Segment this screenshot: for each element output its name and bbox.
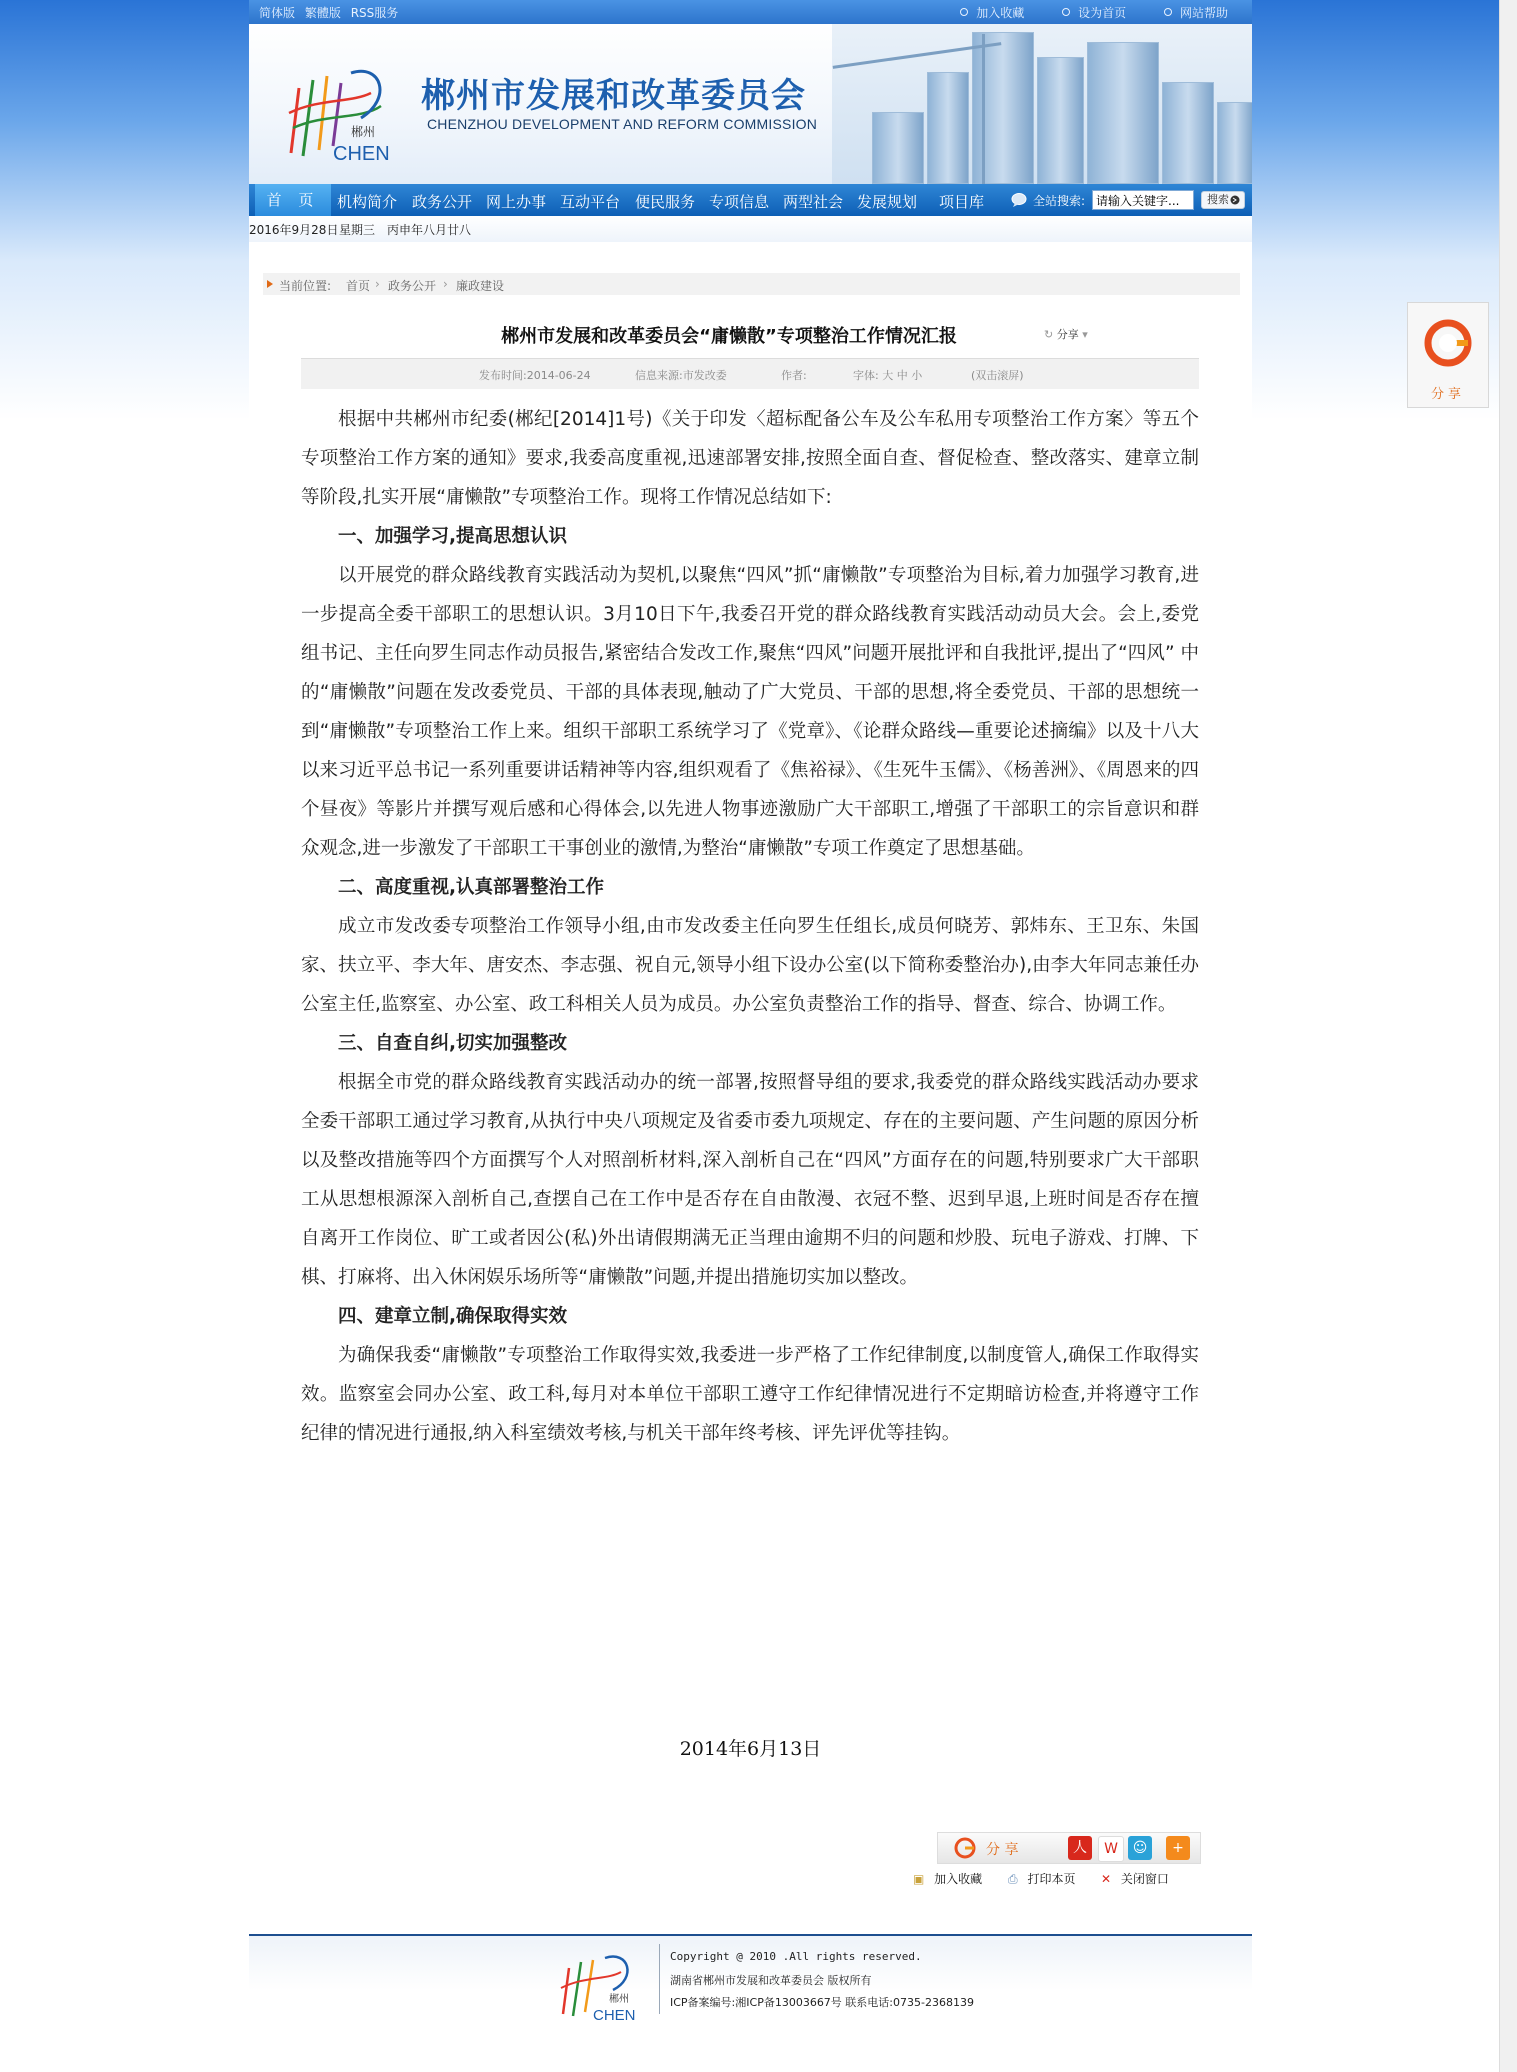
close-icon: ✕ xyxy=(1101,1872,1112,1886)
breadcrumb-gov-affairs[interactable]: 政务公开 xyxy=(388,279,437,293)
traditional-link[interactable]: 繁體版 xyxy=(304,6,341,20)
language-links xyxy=(259,4,404,21)
share-small-icon: ↻ xyxy=(1044,328,1054,341)
breadcrumb-label: 当前位置: xyxy=(279,279,332,293)
chevron-right-icon: › xyxy=(443,277,448,291)
article-title: 郴州市发展和改革委员会“庸懒散”专项整治工作情况汇报 xyxy=(501,326,957,347)
print-action[interactable] xyxy=(1008,1870,1075,1887)
add-favorite-label: 加入收藏 xyxy=(934,1872,983,1886)
current-weekday: 星期三 xyxy=(339,223,376,237)
font-size-switch[interactable]: 字体: 大 中 小 xyxy=(853,369,923,382)
paragraph: 以开展党的群众路线教育实践活动为契机,以聚焦“四风”抓“庸懒散”专项整治为目标,着力加强学习教育,进一步提高全委干部职工的思想认识。3月10日下午,我委召开党的群众路线教育实践活动动员大会。会上,委党组书记、主任向罗生同志作动员报告,紧密结合发改工作,聚焦“四风”问题开展批评和自我批评,提出了“四风” 中的“庸懒散”问题在发改委党员、干部的具体表现,触动了广大党员、干部的思想,将全委党员、干部的思想统一到“庸懒散”专项整治工作上来。组织干部职工系统学习了《党章》、《论群众路线—重要论述摘编》以及十八大以来习近平总书记一系列重要讲话精神等内容,组织观看了《焦裕禄》、《生死牛玉儒》、《杨善洲》、《周恩来的四个昼夜》等影片并撰写观后感和心得体会,以先进人物事迹激励广大干部职工,增强了干部职工的宗旨意识和群众观念,进一步激发了干部职工干事创业的激情,为整治“庸懒散”专项工作奠定了思想基础。 xyxy=(301,565,1199,859)
site-title-en: CHENZHOU DEVELOPMENT AND REFORM COMMISSION xyxy=(427,116,818,132)
nav-item-public-service[interactable]: 便民服务 xyxy=(635,193,696,211)
add-favorite-action[interactable] xyxy=(913,1870,982,1887)
simplified-link[interactable]: 简体版 xyxy=(259,6,296,20)
search-label: 全站搜索: xyxy=(1033,194,1086,208)
paragraph: 根据中共郴州市纪委(郴纪[2014]1号)《关于印发〈超标配备公车及公车私用专项整治工作方案〉等五个专项整治工作方案的通知》要求,我委高度重视,迅速部署安排,按照全面自查、督促检查、整改落实、建章立制等阶段,扎实开展“庸懒散”专项整治工作。现将工作情况总结如下: xyxy=(301,409,1199,508)
share-dropdown[interactable] xyxy=(1044,326,1088,342)
breadcrumb xyxy=(263,273,1240,295)
search-button[interactable] xyxy=(1201,191,1245,209)
footer-logo-text-cn: 郴州 xyxy=(609,1994,629,2005)
floating-share-label: 分享 xyxy=(1430,387,1465,402)
footer-separator xyxy=(659,1944,660,2014)
article-date-sign: 2014年6月13日 xyxy=(679,1738,822,1760)
search-button-label: 搜索 xyxy=(1207,193,1229,206)
skyline-image xyxy=(832,24,1252,184)
current-date: 2016年9月28日 xyxy=(249,223,339,237)
bookmark-icon: ▣ xyxy=(913,1872,925,1886)
main-nav xyxy=(249,184,1252,216)
floating-share-button[interactable] xyxy=(1407,302,1489,408)
paragraph: 成立市发改委专项整治工作领导小组,由市发改委主任向罗生任组长,成员何晓芳、郭炜东、王卫东、朱国家、扶立平、李大年、唐安杰、李志强、祝自元,领导小组下设办公室(以下简称委整治办),由李大年同志兼任办公室主任,监察室、办公室、政工科相关人员为成员。办公室负责整治工作的指导、督查、综合、协调工作。 xyxy=(301,916,1199,1015)
site-logo xyxy=(281,58,401,168)
close-window-label: 关闭窗口 xyxy=(1120,1872,1169,1886)
section-heading: 四、建章立制,确保取得实效 xyxy=(338,1306,568,1327)
breadcrumb-home[interactable]: 首页 xyxy=(346,279,371,293)
publish-time: 发布时间:2014-06-24 xyxy=(479,369,591,382)
info-source: 信息来源:市发改委 xyxy=(635,369,727,382)
printer-icon: ⎙ xyxy=(1008,1872,1018,1886)
search-bubble-icon xyxy=(1011,192,1029,208)
search-input[interactable] xyxy=(1092,190,1194,210)
footer-copyright: Copyright @ 2010 .All rights reserved. xyxy=(670,1950,922,1963)
share-logo-icon xyxy=(954,1837,976,1859)
nav-item-two-type[interactable]: 两型社会 xyxy=(783,193,844,211)
close-window-action[interactable] xyxy=(1101,1870,1169,1887)
rss-link[interactable]: RSS服务 xyxy=(350,6,399,20)
site-banner xyxy=(249,24,1252,184)
section-heading: 一、加强学习,提高思想认识 xyxy=(338,526,568,547)
weibo-share-icon[interactable]: W xyxy=(1098,1836,1124,1862)
footer-logo-text-en: CHEN xyxy=(593,2007,636,2024)
more-share-button[interactable] xyxy=(1166,1836,1190,1860)
share-bar-label: 分 享 xyxy=(986,1842,1019,1858)
section-heading: 三、自查自纠,切实加强整改 xyxy=(338,1033,568,1054)
add-favorite-link[interactable]: 加入收藏 xyxy=(960,6,1024,20)
author: 作者: xyxy=(781,369,807,382)
people-share-icon[interactable]: 人 xyxy=(1068,1836,1092,1860)
logo-text-cn: 郴州 xyxy=(351,125,376,139)
article-body xyxy=(301,400,1199,1453)
footer-logo xyxy=(555,1948,645,2024)
date-bar xyxy=(249,216,1252,242)
share-small-label: 分享 xyxy=(1056,328,1079,341)
site-help-link[interactable]: 网站帮助 xyxy=(1164,6,1228,20)
nav-item-gov-affairs[interactable]: 政务公开 xyxy=(412,193,473,211)
nav-item-projects[interactable]: 项目库 xyxy=(939,193,985,211)
set-homepage-link[interactable]: 设为首页 xyxy=(1062,6,1126,20)
footer-owner: 湖南省郴州市发展和改革委员会 版权所有 xyxy=(670,1974,872,1987)
share-logo-icon xyxy=(1422,313,1474,377)
nav-item-planning[interactable]: 发展规划 xyxy=(857,193,918,211)
arrow-right-icon xyxy=(1230,195,1240,205)
footer-icp: ICP备案编号:湘ICP备13003667号 联系电话:0735-2368139 xyxy=(670,1996,974,2009)
footer xyxy=(249,1936,1252,2072)
page-container xyxy=(249,0,1252,2072)
section-heading: 二、高度重视,认真部署整治工作 xyxy=(338,877,605,898)
breadcrumb-arrow-icon xyxy=(267,280,273,288)
logo-text-en: CHEN xyxy=(333,143,390,165)
article-meta xyxy=(301,358,1199,389)
chevron-down-icon: ▾ xyxy=(1082,328,1088,341)
chevron-right-icon: › xyxy=(375,277,380,291)
more-share-label: + xyxy=(1172,1840,1184,1856)
nav-item-online-service[interactable]: 网上办事 xyxy=(486,193,547,211)
site-title-cn: 郴州市发展和改革委员会 xyxy=(421,76,806,116)
window-scrollbar[interactable] xyxy=(1499,0,1517,2072)
nav-item-interaction[interactable]: 互动平台 xyxy=(560,193,621,211)
top-bar xyxy=(249,0,1252,24)
print-label: 打印本页 xyxy=(1027,1872,1076,1886)
lunar-date: 丙申年八月廿八 xyxy=(387,223,472,237)
share-bar xyxy=(937,1832,1201,1864)
breadcrumb-integrity[interactable]: 廉政建设 xyxy=(456,279,505,293)
qzone-share-icon[interactable]: ☺ xyxy=(1128,1836,1152,1860)
utility-links xyxy=(926,4,1228,21)
double-click-scroll: (双击滚屏) xyxy=(971,369,1024,382)
paragraph: 根据全市党的群众路线教育实践活动办的统一部署,按照督导组的要求,我委党的群众路线实践活动办要求全委干部职工通过学习教育,从执行中央八项规定及省委市委九项规定、存在的主要问题、产生问题的原因分析以及整改措施等四个方面撰写个人对照剖析材料,深入剖析自己在“四风”方面存在的问题,特别要求广大干部职工从思想根源深入剖析自己,查摆自己在工作中是否存在自由散漫、衣冠不整、迟到早退,上班时间是否存在擅自离开工作岗位、旷工或者因公(私)外出请假期满无正当理由逾期不归的问题和炒股、玩电子游戏、打牌、下棋、打麻将、出入休闲娱乐场所等“庸懒散”问题,并提出措施切实加以整改。 xyxy=(301,1072,1199,1288)
nav-item-home[interactable]: 首 页 xyxy=(255,184,331,216)
paragraph: 为确保我委“庸懒散”专项整治工作取得实效,我委进一步严格了工作纪律制度,以制度管人,确保工作取得实效。监察室会同办公室、政工科,每月对本单位干部职工遵守工作纪律情况进行不定期暗访检查,并将遵守工作纪律的情况进行通报,纳入科室绩效考核,与机关干部年终考核、评先评优等挂钩。 xyxy=(301,1345,1199,1444)
nav-item-special-info[interactable]: 专项信息 xyxy=(709,193,770,211)
nav-item-about[interactable]: 机构简介 xyxy=(337,193,398,211)
